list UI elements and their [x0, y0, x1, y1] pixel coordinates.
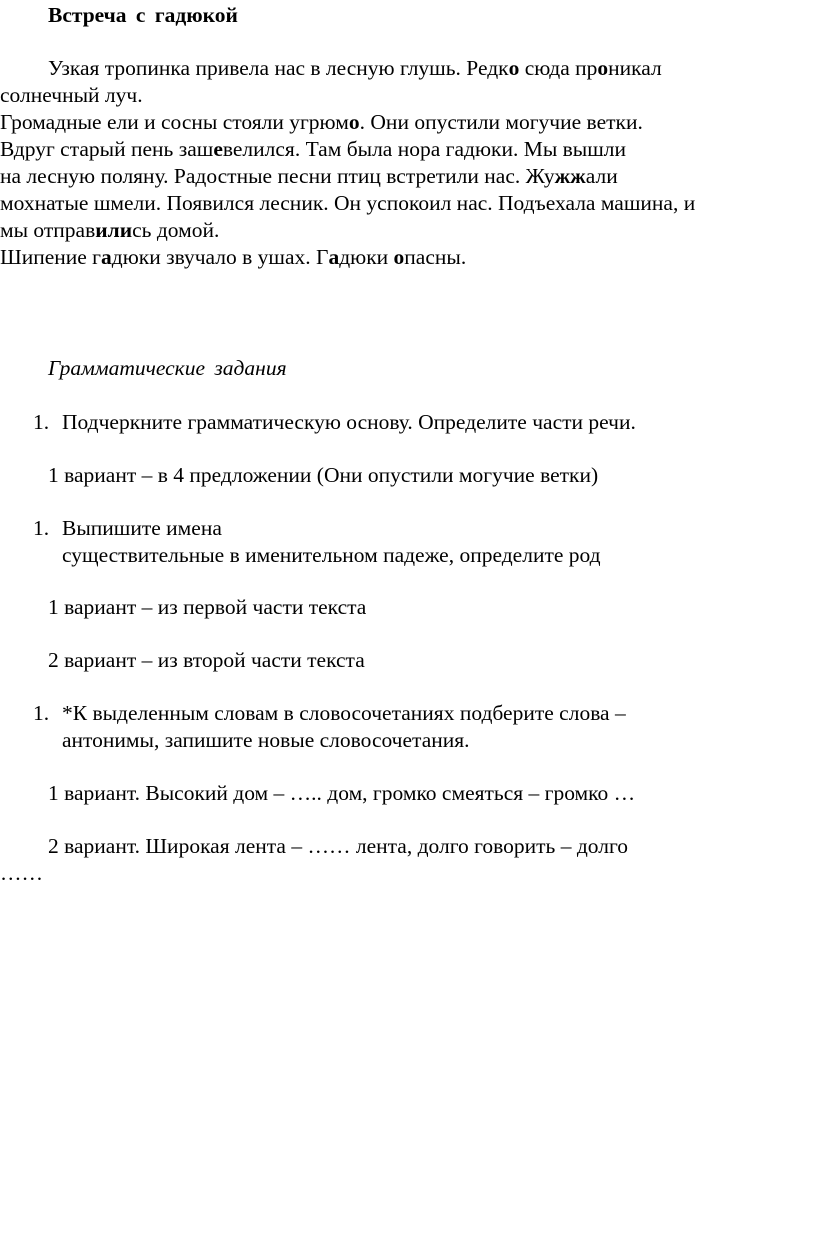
- task-text: антонимы, запишите новые словосочетания.: [62, 728, 470, 752]
- task-variant: 1 вариант. Высокий дом – ….. дом, громко смеяться – громко …: [48, 781, 636, 805]
- task-variant: 1 вариант – из первой части текста: [48, 595, 367, 619]
- task-number: 1.: [33, 410, 50, 434]
- story-fragment: . Они опустили могучие ветки.: [359, 110, 643, 134]
- highlighted-letter: о: [348, 110, 360, 134]
- highlighted-letter: о: [508, 56, 520, 80]
- story-line: [0, 136, 810, 163]
- task-text: *К выделенным словам в словосочетаниях подберите слова –: [62, 701, 626, 725]
- highlighted-letter: о: [393, 245, 405, 269]
- task-number: 1.: [33, 516, 50, 540]
- task-number: 1.: [33, 701, 50, 725]
- highlighted-letter: а: [101, 245, 112, 269]
- story-fragment: дюки звучало в ушах. Г: [111, 245, 329, 269]
- story-line: [0, 55, 810, 82]
- highlighted-letter: и: [119, 218, 133, 242]
- story-fragment: Узкая тропинка привела нас в лесную глушь. Редк: [48, 56, 509, 80]
- story-line: [0, 244, 810, 271]
- story-line: [0, 163, 810, 190]
- task-variant: 1 вариант – в 4 предложении (Они опустили могучие ветки): [48, 463, 599, 487]
- story-fragment: велился. Там была нора гадюки. Мы вышли: [222, 137, 627, 161]
- task-variant: 2 вариант – из второй части текста: [48, 648, 365, 672]
- story-fragment: дюки: [339, 245, 394, 269]
- highlighted-letter: а: [328, 245, 340, 269]
- story-line: [0, 109, 810, 136]
- story-fragment: мы отправ: [0, 218, 96, 242]
- story-text: [0, 55, 810, 271]
- task-variant-continuation: ……: [0, 861, 43, 885]
- story-line: солнечный луч.: [0, 83, 143, 107]
- tasks-heading: Грамматические задания: [48, 356, 287, 380]
- story-line: мохнатые шмели. Появился лесник. Он успокоил нас. Подъехала машина, и: [0, 191, 696, 215]
- highlighted-letter: жж: [554, 164, 586, 188]
- story-fragment: на лесную поляну. Радостные песни птиц встретили нас. Жу: [0, 164, 555, 188]
- story-fragment: пасны.: [404, 245, 467, 269]
- task-text: Выпишите имена: [62, 516, 222, 540]
- story-fragment: али: [585, 164, 618, 188]
- story-line: [0, 217, 810, 244]
- story-fragment: Шипение г: [0, 245, 101, 269]
- story-fragment: никал: [608, 56, 662, 80]
- task-variant: 2 вариант. Широкая лента – …… лента, долго говорить – долго: [48, 834, 629, 858]
- highlighted-letter: е: [213, 137, 223, 161]
- task-text: Подчеркните грамматическую основу. Определите части речи.: [62, 410, 636, 434]
- highlighted-letter: л: [107, 218, 120, 242]
- highlighted-letter: и: [95, 218, 108, 242]
- story-fragment: сюда пр: [519, 56, 598, 80]
- task-text: существительные в именительном падеже, определите род: [62, 543, 601, 567]
- document-title: Встреча с гадюкой: [48, 3, 238, 27]
- story-fragment: Вдруг старый пень заш: [0, 137, 214, 161]
- highlighted-letter: о: [597, 56, 609, 80]
- story-fragment: Громадные ели и сосны стояли угрюм: [0, 110, 349, 134]
- story-fragment: сь домой.: [132, 218, 220, 242]
